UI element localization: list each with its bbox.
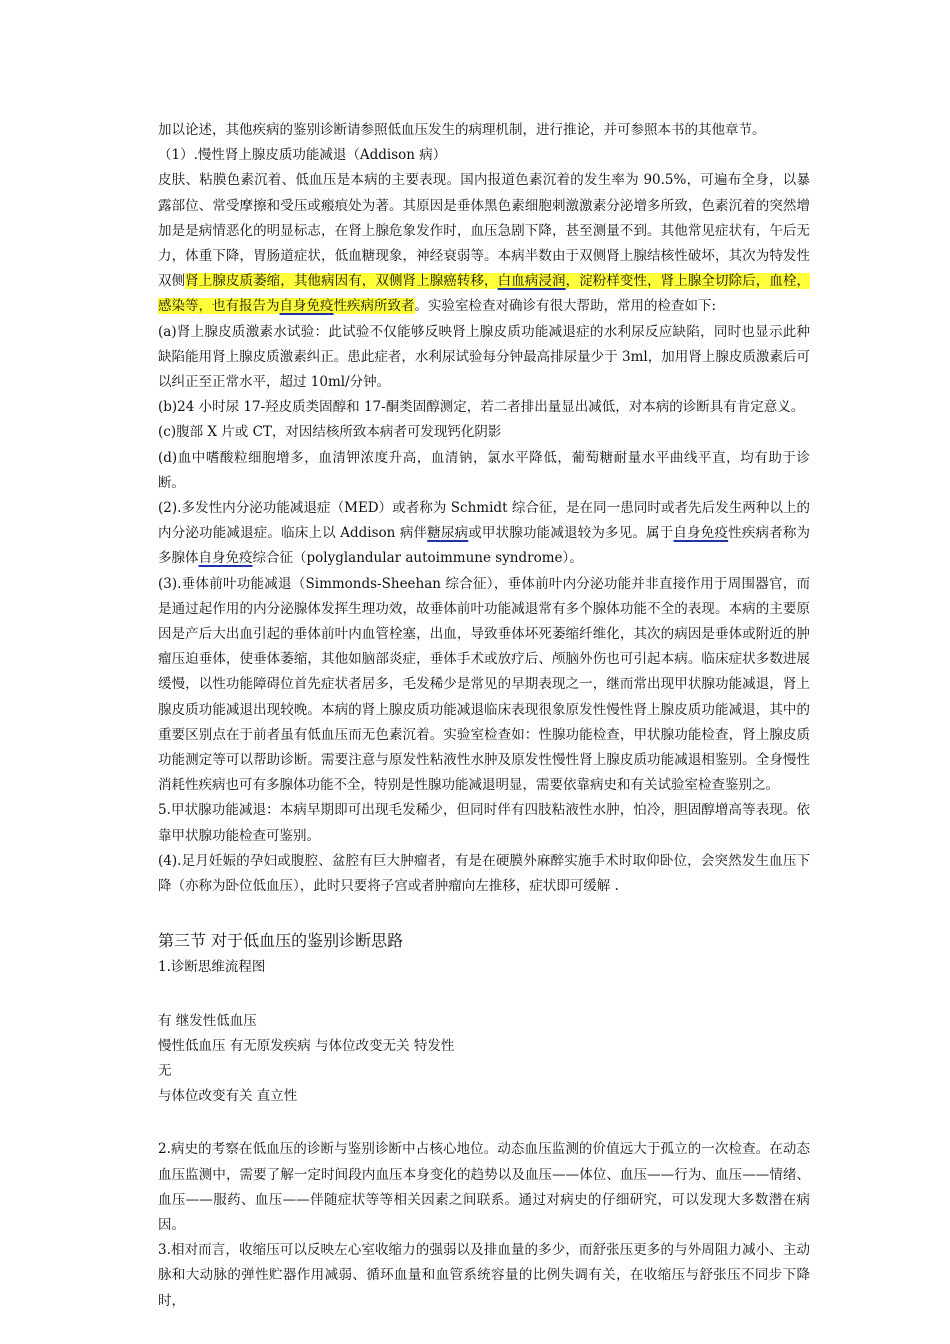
document-page <box>158 118 810 1314</box>
highlight-causes: 肾上腺皮质萎缩，其他病因有，双侧肾上腺癌转移，白血病浸润，淀粉样变性，肾上腺全切除后，血栓，感染等，也有报告为自身免疫性疾病所致者 <box>158 273 811 315</box>
underlined-term: 糖尿病 <box>427 525 469 542</box>
flowchart-line-3: 无 <box>158 1062 172 1079</box>
spacer <box>158 1109 810 1137</box>
flowchart-heading: 1.诊断思维流程图 <box>158 959 266 976</box>
intro-paragraph: 加以论述，其他疾病的鉴别诊断请参照低血压发生的病理机制，进行推论，并可参照本书的其他章节。 <box>158 122 766 138</box>
underlined-term: 自身免疫 <box>279 298 334 315</box>
addison-paragraph: 皮肤、粘膜色素沉着、低血压是本病的主要表现。国内报道色素沉着的发生率为 90.5%，可遍布全身，以暴露部位、常受摩擦和受压或瘢痕处为著。其原因是垂体黑色素细胞刺激激素分泌增多所致，色素沉着的突然增加是是病情恶化的明显标志，在肾上腺危象发作时，血压急剧下降，甚至测量不到。其他常见症状有，午后无力，体重下降，胃肠道症状，低血糖现象，神经衰弱等。本病半数由于双侧肾上腺结核性破坏，其次为特发性双侧肾上腺皮质萎缩，其他病因有，双侧肾上腺癌转移，白血病浸润，淀粉样变性，肾上腺全切除后，血栓，感染等，也有报告为自身免疫性疾病所致者。实验室检查对确诊有很大帮助，常用的检查如下: <box>158 172 811 315</box>
test-d: (d)血中嗜酸粒细胞增多，血清钾浓度升高，血清钠，氯水平降低，葡萄糖耐量水平曲线平直，均有助于诊断。 <box>158 449 810 491</box>
med-paragraph: (2).多发性内分泌功能减退症（MED）或者称为 Schmidt 综合征，是在同一患同时或者先后发生两种以上的内分泌功能减退症。临床上以 Addison 病伴糖尿病或甲状腺功能减退较为多见。属于自身免疫性疾病者称为多腺体自身免疫综合征（polyglandular autoimmune syndrome）。 <box>158 500 811 567</box>
thyroid-paragraph: 5.甲状腺功能减退：本病早期即可出现毛发稀少，但同时伴有四肢粘液性水肿，怕冷，胆固醇增高等表现。依靠甲状腺功能检查可鉴别。 <box>158 802 810 844</box>
underlined-term: 白血病浸润 <box>497 273 566 290</box>
section-title: 第三节 对于低血压的鉴别诊断思路 <box>158 931 404 951</box>
test-a: (a)肾上腺皮质激素水试验：此试验不仅能够反映肾上腺皮质功能减退症的水利尿反应缺陷，同时也显示此种缺陷能用肾上腺皮质激素纠正。患此症者，水利尿试验每分钟最高排尿量少于 3ml，加用肾上腺皮质激素后可以纠正至正常水平，超过 10ml/分钟。 <box>158 323 810 391</box>
spacer <box>158 981 810 1009</box>
addison-text: 皮肤、粘膜色素沉着、低血压是本病的主要表现。国内报道色素沉着的发生率为 90.5%，可遍布全身，以暴露部位、常受摩擦和受压或瘢痕处为著。其原因是垂体黑色素细胞刺激激素分泌增多所致，色素沉着的突然增加是是病情恶化的明显标志，在肾上腺危象发作时，血压急剧下降，甚至测量不到。其他常见症状有，午后无力，体重下降，胃肠道症状，低血糖现象，神经衰弱等。本病半数由于双侧肾上腺结核性破坏，其次为特发性双侧 <box>158 172 810 290</box>
history-paragraph: 2.病史的考察在低血压的诊断与鉴别诊断中占核心地位。动态血压监测的价值远大于孤立的一次检查。在动态血压监测中，需要了解一定时间段内血压本身变化的趋势以及血压——体位、血压——行为、血压——情绪、血压——服药、血压——伴随症状等等相关因素之间联系。通过对病史的仔细研究，可以发现大多数潜在病因。 <box>158 1141 810 1233</box>
test-b: (b)24 小时尿 17-羟皮质类固醇和 17-酮类固醇测定，若二者排出量显出减低，对本病的诊断具有肯定意义。 <box>158 399 805 416</box>
underlined-term: 自身免疫 <box>673 525 729 542</box>
pregnancy-paragraph: (4).足月妊娠的孕妇或腹腔、盆腔有巨大肿瘤者，有是在硬膜外麻醉实施手术时取仰卧位，会突然发生血压下降（亦称为卧位低血压），此时只要将子宫或者肿瘤向左推移，症状即可缓解 . <box>158 852 810 895</box>
flowchart-line-4: 与体位改变有关 直立性 <box>158 1088 298 1105</box>
addison-heading: （1）.慢性肾上腺皮质功能减退（Addison 病） <box>158 147 447 164</box>
test-c: (c)腹部 X 片或 CT，对因结核所致本病者可发现钙化阴影 <box>158 424 502 441</box>
flowchart-line-2: 慢性低血压 有无原发疾病 与体位改变无关 特发性 <box>158 1037 455 1054</box>
flowchart-line-1: 有 继发性低血压 <box>158 1012 257 1029</box>
pituitary-paragraph: (3).垂体前叶功能减退（Simmonds-Sheehan 综合征），垂体前叶内分泌功能并非直接作用于周围器官，而是通过起作用的内分泌腺体发挥生理功效，故垂体前叶功能减退常有多个腺体功能不全的表现。本病的主要原因是产后大出血引起的垂体前叶内血管栓塞，出血，导致垂体坏死萎缩纤维化，其次的病因是垂体或附近的肿瘤压迫垂体，使垂体萎缩，其他如脑部炎症，垂体手术或放疗后、颅脑外伤也可引起本病。临床症状多数进展缓慢，以性功能障碍位首先症状者居多，毛发稀少是常见的早期表现之一，继而常出现甲状腺功能减退，肾上腺皮质功能减退出现较晚。本病的肾上腺皮质功能减退临床表现很象原发性慢性肾上腺皮质功能减退，其中的重要区别点在于前者虽有低血压而无色素沉着。实验室检查如：性腺功能检查，甲状腺功能检查，肾上腺皮质功能测定等可以帮助诊断。需要注意与原发性粘液性水肿及原发性慢性肾上腺皮质功能减退相鉴别。全身慢性消耗性疾病也可有多腺体功能不全，特别是性腺功能减退明显，需要依靠病史和有关试验室检查鉴别之。 <box>158 575 810 794</box>
underlined-term: 自身免疫 <box>198 550 253 567</box>
pressure-paragraph: 3.相对而言，收缩压可以反映左心室收缩力的强弱以及排血量的多少，而舒张压更多的与外周阻力减小、主动脉和大动脉的弹性贮器作用减弱、循环血量和血管系统容量的比例失调有关，在收缩压与舒张压不同步下降时， <box>158 1242 810 1309</box>
